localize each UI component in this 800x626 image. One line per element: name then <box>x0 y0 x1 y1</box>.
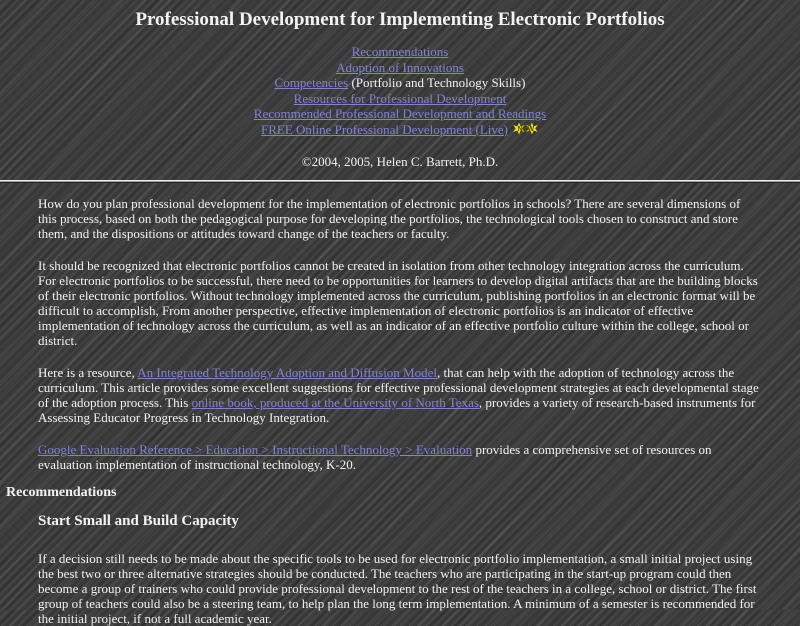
recommendations-block <box>38 513 762 626</box>
nav-line <box>0 91 800 107</box>
intro-paragraph-2: It should be recognized that electronic portfolios cannot be created in isolation from other technology integration across the curriculum. For electronic portfolios to be successful, there need to be opportunities for learners to develop digital artifacts that are the building blocks of their electronic portfolios. Without technology implemented across the curriculum, publishing portfolios in an electronic format will be difficult to accomplish, From another perspective, effective implementation of electronic portfolios is an indicator of effective implementation of technology across the curriculum, as well as an indicator of an effective portfolio culture within the college, school or district. <box>38 258 758 348</box>
nav-line <box>0 60 800 76</box>
text-run: provides a comprehensive set of resources on evaluation implementation of instructional technology, K-20. <box>38 442 712 472</box>
nav-link-recommended-readings[interactable]: Recommended Professional Development and Readings <box>253 106 547 121</box>
text-run: Here is a resource, <box>38 365 138 380</box>
new-starburst-icon <box>513 122 539 136</box>
intro-paragraph-3 <box>38 365 762 425</box>
link-online-book-university-north-texas[interactable]: online book, produced at the University of North Texas <box>191 395 479 410</box>
intro-paragraph-1: How do you plan professional development for the implementation of electronic portfolios in schools? There are several dimensions of this process, based on both the pedagogical purpose for developing the portfolios, the technological tools chosen to construct and store them, and the dispositions or attitudes toward change of the teachers or faculty. <box>38 196 741 241</box>
nav-line <box>0 122 800 138</box>
nav-link-resources[interactable]: Resources for Professional Development <box>293 90 507 106</box>
intro-paragraph-4 <box>38 442 762 472</box>
recommendations-heading: Recommendations <box>6 485 117 500</box>
nav-line <box>0 106 800 122</box>
new-badge-label: NEW <box>517 125 535 133</box>
text-run: , provides a variety of research-based instruments for Assessing Educator Progress in Technology Integration. <box>38 395 756 425</box>
nav-competencies-suffix: (Portfolio and Technology Skills) <box>348 75 526 90</box>
page-title: Professional Development for Implementing Electronic Portfolios <box>135 9 665 30</box>
recommendations-paragraph-1: If a decision still needs to be made about the specific tools to be used for electronic portfolio implementation, a small initial project using the best two or three alternative strategies should be conducted. The teachers who are participating in the start-up program could then become a group of trainers who could provide professional development to the rest of the teachers in a college, school or district. The first group of teachers could also be a steering team, to help plan the long term implementation. A minimum of a semester is recommended for the initial project, if not a full academic year. <box>38 551 757 626</box>
nav-links <box>0 44 800 137</box>
intro-block <box>38 196 762 472</box>
nav-line <box>0 44 800 60</box>
page <box>0 9 800 626</box>
nav-link-free-online-pd[interactable]: FREE Online Professional Development (Live) <box>261 121 508 137</box>
link-integrated-technology-adoption-model[interactable]: An Integrated Technology Adoption and Diffusion Model <box>137 365 437 380</box>
start-small-subheading: Start Small and Build Capacity <box>38 513 239 529</box>
nav-link-competencies[interactable]: Competencies <box>274 75 349 90</box>
copyright-line: ©2004, 2005, Helen C. Barrett, Ph.D. <box>301 154 499 169</box>
nav-link-recommendations[interactable]: Recommendations <box>351 44 449 59</box>
text-run: , that can help with the adoption of technology across the curriculum. This article provides some excellent suggestions for effective professional development strategies at each developmental stage of the adoption process. This <box>38 365 759 410</box>
nav-link-adoption-of-innovations[interactable]: Adoption of Innovations <box>336 59 464 75</box>
divider-rule <box>0 180 800 183</box>
link-google-evaluation-reference[interactable]: Google Evaluation Reference > Education > Instructional Technology > Evaluation <box>38 442 473 457</box>
nav-line <box>0 75 800 91</box>
